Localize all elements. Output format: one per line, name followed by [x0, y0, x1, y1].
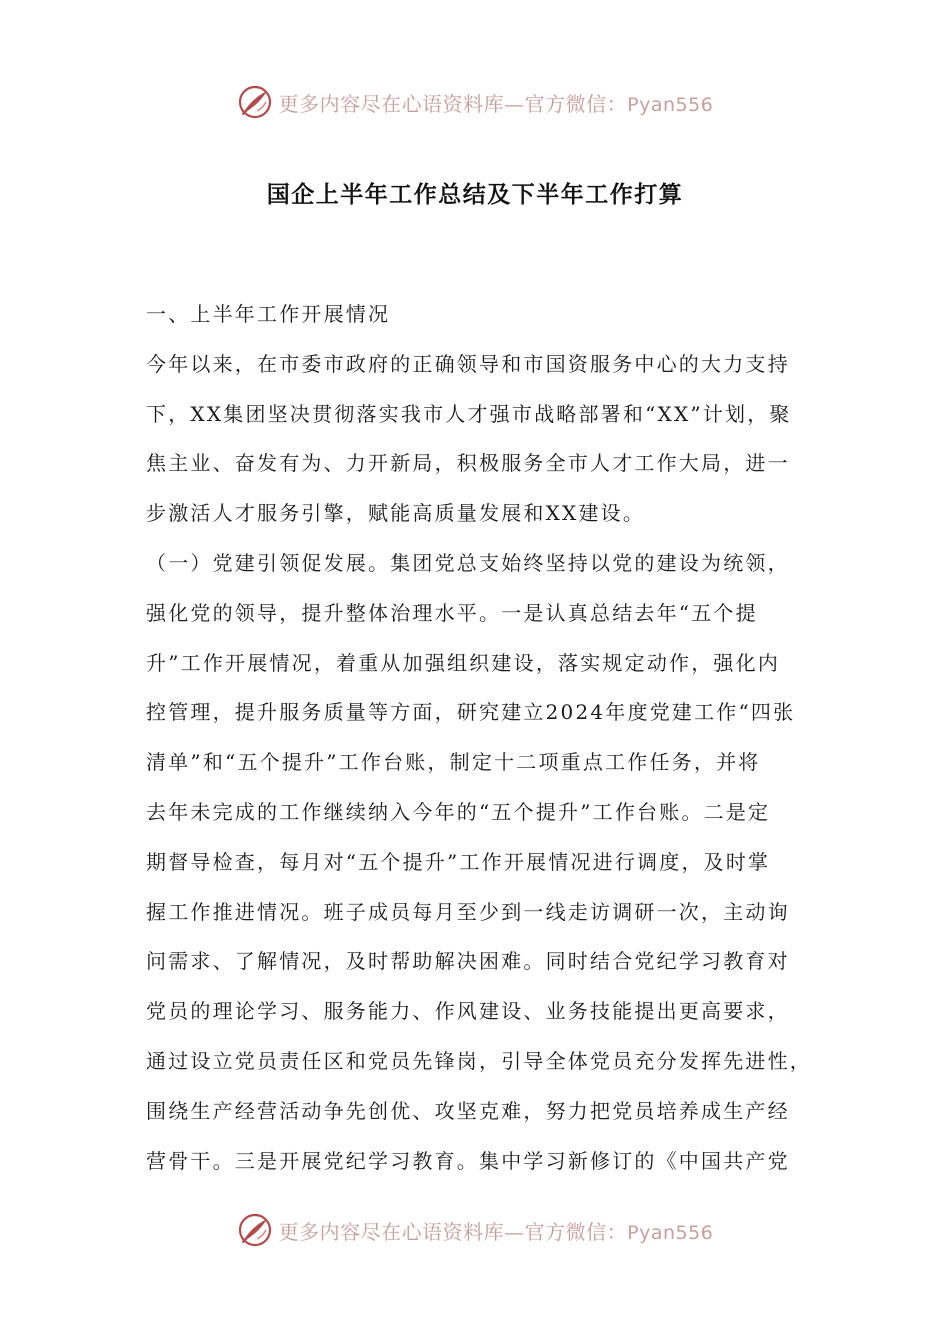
watermark-text [279, 1216, 714, 1245]
body-line: 强化党的领导，提升整体治理水平。一是认真总结去年“五个提 [146, 600, 758, 625]
body-line: 党员的理论学习、服务能力、作风建设、业务技能提出更高要求， [146, 999, 790, 1024]
watermark-text-cn: 更多内容尽在心语资料库—官方微信： [278, 91, 628, 116]
watermark-text-cn: 更多内容尽在心语资料库—官方微信： [278, 1219, 628, 1244]
footer-watermark [0, 1210, 950, 1250]
body-line: 围绕生产经营活动争先创优、攻坚克难，努力把党员培养成生产经 [146, 1098, 790, 1123]
body-line: 营骨干。三是开展党纪学习教育。集中学习新修订的《中国共产党 [146, 1148, 790, 1173]
section-heading: 一、上半年工作开展情况 [146, 302, 391, 326]
quill-logo-icon [237, 84, 273, 120]
body-line: 清单”和“五个提升”工作台账，制定十二项重点工作任务，并将 [146, 750, 761, 775]
body-line: 下，XX集团坚决贯彻落实我市人才强市战略部署和“XX”计划，聚 [146, 401, 792, 426]
body-line: 去年未完成的工作继续纳入今年的“五个提升”工作台账。二是定 [146, 799, 771, 824]
watermark-wechat-id: Pyan556 [627, 93, 714, 116]
body-line: 今年以来，在市委市政府的正确领导和市国资服务中心的大力支持 [146, 351, 790, 376]
watermark-text [279, 88, 714, 117]
body-line: 控管理，提升服务质量等方面，研究建立2024年度党建工作“四张 [146, 700, 796, 725]
body-line: 握工作推进情况。班子成员每月至少到一线走访调研一次，主动询 [146, 899, 790, 924]
body-line: 问需求、了解情况，及时帮助解决困难。同时结合党纪学习教育对 [146, 949, 790, 974]
document-body [146, 290, 812, 1186]
body-line: 通过设立党员责任区和党员先锋岗，引导全体党员充分发挥先进性， [146, 1048, 812, 1073]
body-line: 期督导检查，每月对“五个提升”工作开展情况进行调度，及时掌 [146, 849, 771, 874]
quill-logo-icon [237, 1212, 273, 1248]
watermark-wechat-id: Pyan556 [627, 1221, 714, 1244]
header-watermark [0, 82, 950, 122]
body-line: 焦主业、奋发有为、力开新局，积极服务全市人才工作大局，进一 [146, 451, 790, 476]
body-line: 升”工作开展情况，着重从加强组织建设，落实规定动作，强化内 [146, 650, 781, 675]
subsection-line: （一）党建引领促发展。集团党总支始终坚持以党的建设为统领， [146, 550, 790, 575]
body-line: 步激活人才服务引擎，赋能高质量发展和XX建设。 [146, 501, 646, 526]
document-title: 国企上半年工作总结及下半年工作打算 [266, 182, 684, 208]
